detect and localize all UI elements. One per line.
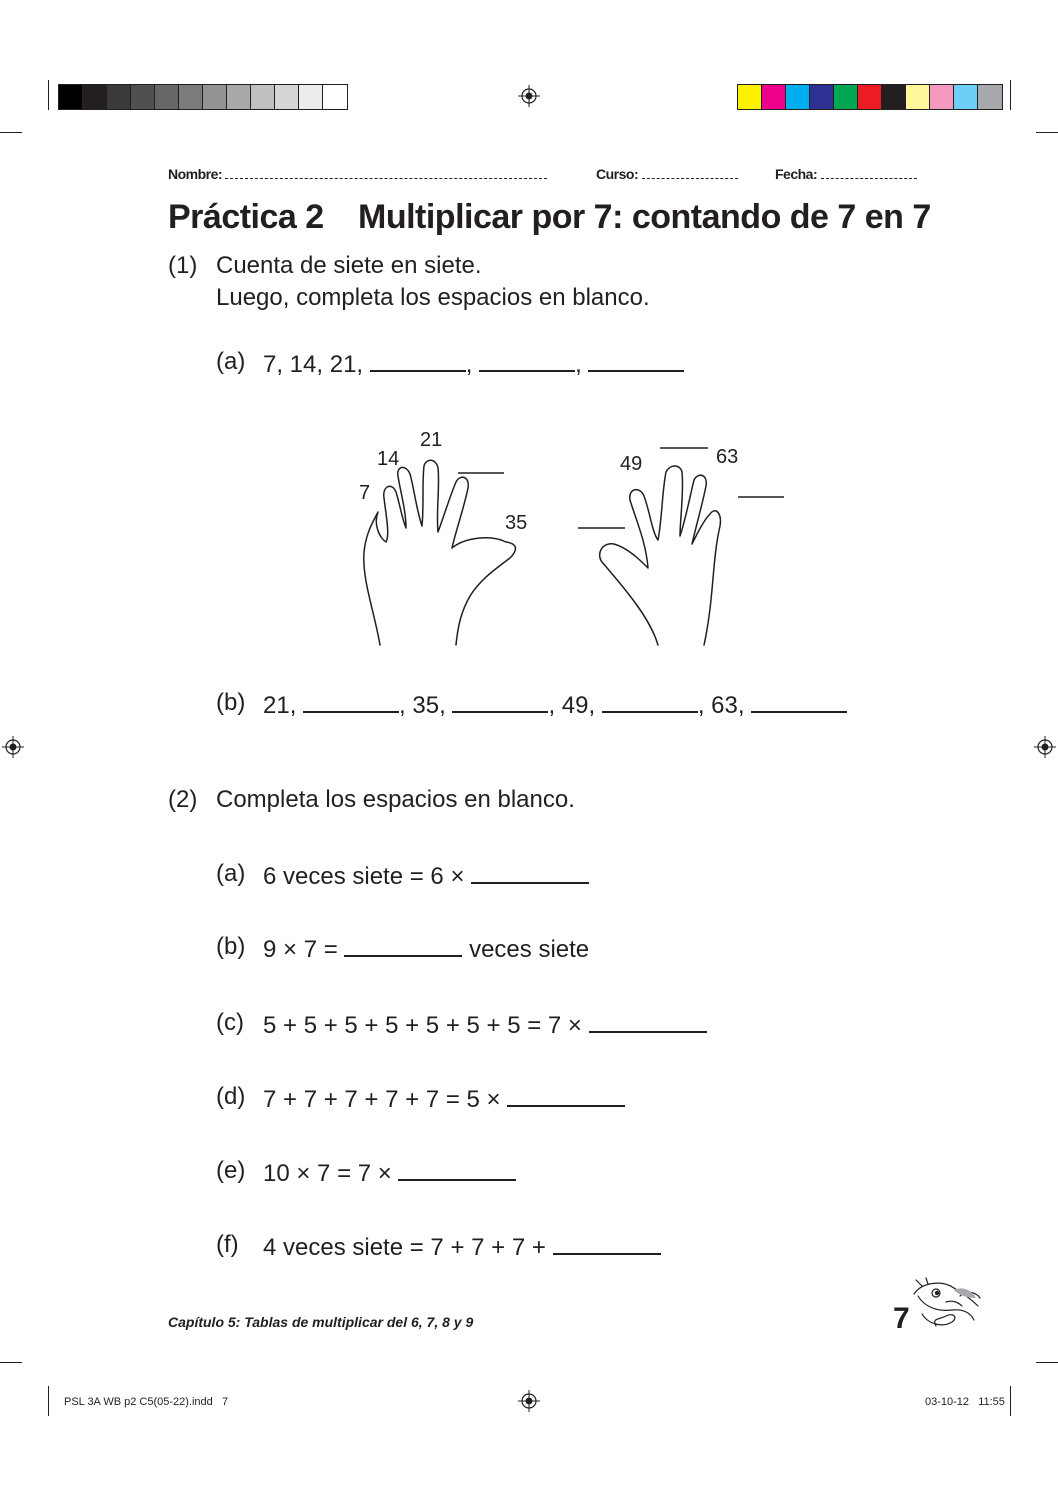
crop-mark <box>1036 1362 1058 1363</box>
gray-swatch <box>83 85 107 109</box>
question-number: (2) <box>168 786 198 813</box>
color-swatch <box>738 85 762 109</box>
gray-swatch <box>131 85 155 109</box>
registration-mark-icon <box>518 1390 540 1412</box>
hand-label: 21 <box>420 429 443 451</box>
q2f-row <box>263 1231 661 1262</box>
date-field[interactable] <box>775 166 917 182</box>
q2-instruction: Completa los espacios en blanco. <box>216 786 575 813</box>
item-label: (e) <box>216 1157 246 1184</box>
sequence-text: 7, 14, 21, <box>263 351 364 378</box>
color-swatch <box>978 85 1002 109</box>
color-calibration-strip <box>737 84 1003 110</box>
q2e-row <box>263 1157 516 1188</box>
item-label: (b) <box>216 689 246 716</box>
course-blank[interactable] <box>642 166 738 179</box>
name-blank[interactable] <box>225 166 547 179</box>
practice-title: Práctica 2 <box>168 198 324 236</box>
item-text: 4 veces siete = 7 + 7 + 7 + <box>263 1234 546 1261</box>
gray-swatch <box>155 85 179 109</box>
item-text: 5 + 5 + 5 + 5 + 5 + 5 + 5 = 7 × <box>263 1012 582 1039</box>
topic-title: Multiplicar por 7: contando de 7 en 7 <box>358 198 931 236</box>
hand-label: 7 <box>359 482 371 504</box>
item-label: (c) <box>216 1009 244 1036</box>
item-label: (b) <box>216 933 246 960</box>
item-label: (f) <box>216 1231 239 1258</box>
sequence-value: 49, <box>561 692 596 719</box>
crop-mark <box>1010 1386 1011 1416</box>
color-swatch <box>954 85 978 109</box>
color-swatch <box>834 85 858 109</box>
answer-blank[interactable] <box>588 348 684 372</box>
timestamp: 03-10-12 11:55 <box>925 1396 1005 1408</box>
answer-blank[interactable] <box>344 933 462 957</box>
answer-blank[interactable] <box>303 689 399 713</box>
item-label: (a) <box>216 348 246 375</box>
right-hand <box>600 466 721 645</box>
q1b-sequence: 21, , 35, , 49, , 63, <box>263 689 847 720</box>
item-text: 10 × 7 = 7 × <box>263 1160 392 1187</box>
crop-mark <box>0 132 22 133</box>
crop-mark <box>1036 132 1058 133</box>
gray-swatch <box>179 85 203 109</box>
q1a-sequence: 7, 14, 21, , , <box>263 348 684 379</box>
answer-blank[interactable] <box>398 1157 516 1181</box>
item-text: 9 × 7 = <box>263 936 338 963</box>
q2d-row <box>263 1083 625 1114</box>
color-swatch <box>930 85 954 109</box>
q1-instruction-line2: Luego, completa los espacios en blanco. <box>216 284 650 311</box>
item-label: (d) <box>216 1083 246 1110</box>
name-label: Nombre: <box>168 166 223 182</box>
color-swatch <box>882 85 906 109</box>
hand-label: 63 <box>716 446 739 468</box>
name-field[interactable] <box>168 166 547 182</box>
date-label: Fecha: <box>775 166 818 182</box>
gray-swatch <box>275 85 299 109</box>
answer-blank[interactable] <box>471 860 589 884</box>
gray-swatch <box>299 85 323 109</box>
gray-swatch <box>203 85 227 109</box>
registration-mark-icon <box>1034 736 1056 758</box>
crop-mark <box>1010 80 1011 110</box>
registration-mark-icon <box>518 85 540 107</box>
gray-swatch <box>227 85 251 109</box>
grayscale-calibration-strip <box>58 84 348 110</box>
hand-label: 35 <box>505 512 528 534</box>
color-swatch <box>762 85 786 109</box>
item-label: (a) <box>216 860 246 887</box>
sequence-value: 63, <box>711 692 745 719</box>
course-label: Curso: <box>596 166 639 182</box>
left-hand <box>364 460 516 645</box>
course-field[interactable] <box>596 166 738 182</box>
crop-mark <box>0 1362 22 1363</box>
page-number: 7 <box>893 1302 910 1335</box>
sequence-value: 21, <box>263 692 297 719</box>
color-swatch <box>786 85 810 109</box>
q2c-row <box>263 1009 707 1040</box>
mascot-creature-icon <box>902 1276 984 1334</box>
q2b-row <box>263 933 589 964</box>
sequence-value: 35, <box>412 692 446 719</box>
answer-blank[interactable] <box>553 1231 661 1255</box>
answer-blank[interactable] <box>479 348 575 372</box>
chapter-footer: Capítulo 5: Tablas de multiplicar del 6, 7, 8 y 9 <box>168 1314 474 1330</box>
item-text: 7 + 7 + 7 + 7 + 7 = 5 × <box>263 1086 501 1113</box>
question-number: (1) <box>168 252 198 279</box>
answer-blank[interactable] <box>751 689 847 713</box>
answer-blank[interactable] <box>507 1083 625 1107</box>
date-blank[interactable] <box>821 166 917 179</box>
hand-label: 49 <box>620 453 643 475</box>
color-swatch <box>858 85 882 109</box>
hand-label: 14 <box>377 448 400 470</box>
color-swatch <box>810 85 834 109</box>
crop-mark <box>48 1386 49 1416</box>
file-name: PSL 3A WB p2 C5(05-22).indd 7 <box>64 1396 229 1408</box>
gray-swatch <box>59 85 83 109</box>
q1-instruction-line1: Cuenta de siete en siete. <box>216 252 482 279</box>
gray-swatch <box>107 85 131 109</box>
registration-mark-icon <box>2 736 24 758</box>
item-suffix: veces siete <box>469 936 590 963</box>
answer-blank[interactable] <box>589 1009 707 1033</box>
answer-blank[interactable] <box>370 348 466 372</box>
q2a-row <box>263 860 589 891</box>
item-text: 6 veces siete = 6 × <box>263 863 465 890</box>
gray-swatch <box>323 85 347 109</box>
color-swatch <box>906 85 930 109</box>
answer-blank[interactable] <box>452 689 548 713</box>
answer-blank[interactable] <box>602 689 698 713</box>
gray-swatch <box>251 85 275 109</box>
crop-mark <box>48 80 49 110</box>
